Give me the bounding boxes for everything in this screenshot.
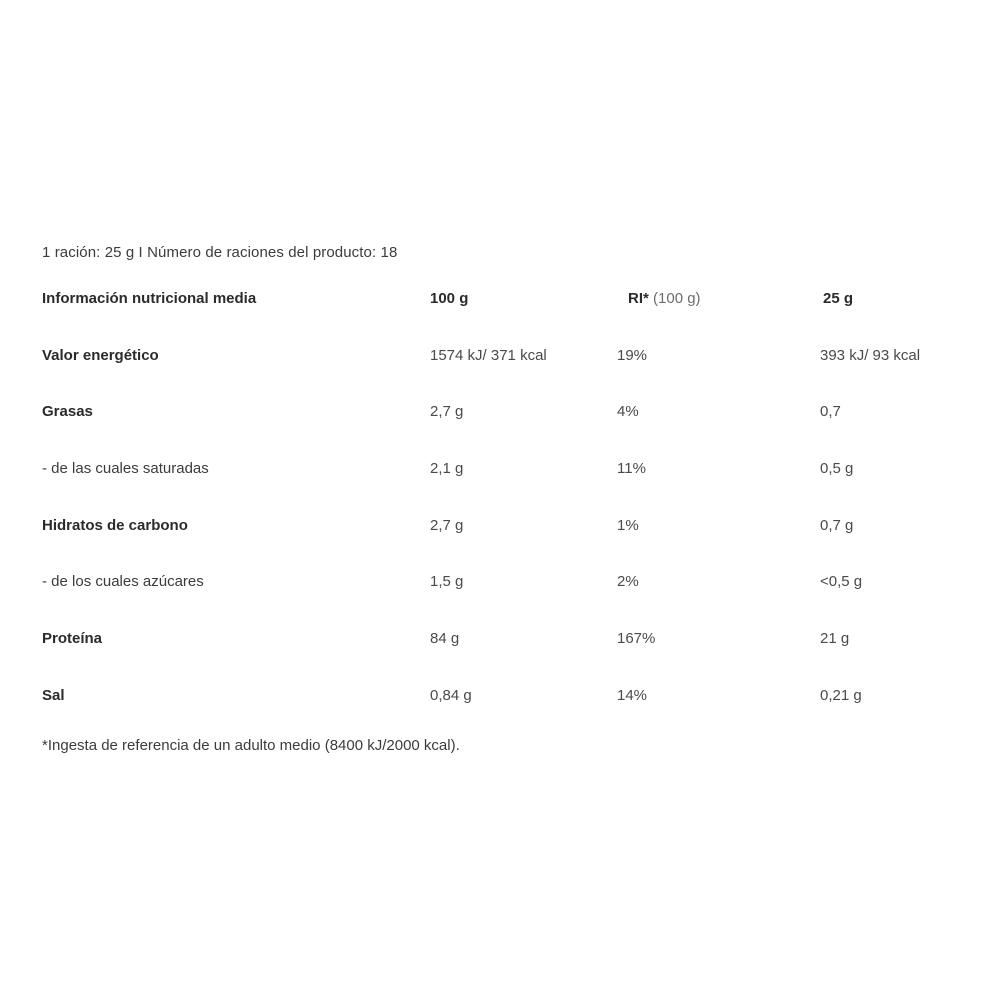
table-header-nutrient: Información nutricional media xyxy=(42,290,257,307)
table-header-per-25g: 25 g xyxy=(823,290,854,307)
table-header-ri-basis: (100 g) xyxy=(653,290,701,307)
reference-intake-footnote: *Ingesta de referencia de un adulto medio (8400 kJ/2000 kcal). xyxy=(42,737,460,754)
salt-per-25g: 0,21 g xyxy=(820,686,862,704)
energy-ri-percent: 19% xyxy=(617,346,648,364)
fat-ri-percent: 4% xyxy=(617,403,639,421)
nutrient-label-carbohydrate: Hidratos de carbono xyxy=(42,516,188,534)
saturates-ri-percent: 11% xyxy=(617,460,646,478)
carbohydrate-per-25g: 0,7 g xyxy=(820,516,854,534)
carbohydrate-ri-percent: 1% xyxy=(617,516,639,534)
energy-per-25g: 393 kJ/ 93 kcal xyxy=(820,346,921,364)
protein-per-25g: 21 g xyxy=(820,630,850,648)
energy-per-100g: 1574 kJ/ 371 kcal xyxy=(430,346,547,364)
carbohydrate-per-100g: 2,7 g xyxy=(430,516,464,534)
sugars-per-25g: <0,5 g xyxy=(820,573,863,591)
nutrition-table xyxy=(42,290,960,744)
nutrient-label-energy: Valor energético xyxy=(42,346,159,364)
nutrient-label-fat: Grasas xyxy=(42,403,93,421)
sugars-ri-percent: 2% xyxy=(617,573,639,591)
protein-ri-percent: 167% xyxy=(617,630,656,648)
saturates-per-25g: 0,5 g xyxy=(820,460,854,478)
sugars-per-100g: 1,5 g xyxy=(430,573,464,591)
serving-size-line: 1 ración: 25 g I Número de raciones del producto: 18 xyxy=(42,244,398,261)
salt-ri-percent: 14% xyxy=(617,686,648,704)
table-header-ri-abbrev: RI* xyxy=(628,290,649,307)
nutrient-label-saturates: - de las cuales saturadas xyxy=(42,460,209,478)
table-header-ri xyxy=(617,290,820,308)
salt-per-100g: 0,84 g xyxy=(430,686,472,704)
protein-per-100g: 84 g xyxy=(430,630,460,648)
nutrient-label-sugars: - de los cuales azúcares xyxy=(42,573,204,591)
nutrient-label-salt: Sal xyxy=(42,686,65,704)
saturates-per-100g: 2,1 g xyxy=(430,460,464,478)
table-header-per-100g: 100 g xyxy=(430,290,469,307)
fat-per-100g: 2,7 g xyxy=(430,403,464,421)
nutrient-label-protein: Proteína xyxy=(42,630,103,648)
fat-per-25g: 0,7 xyxy=(820,403,841,421)
